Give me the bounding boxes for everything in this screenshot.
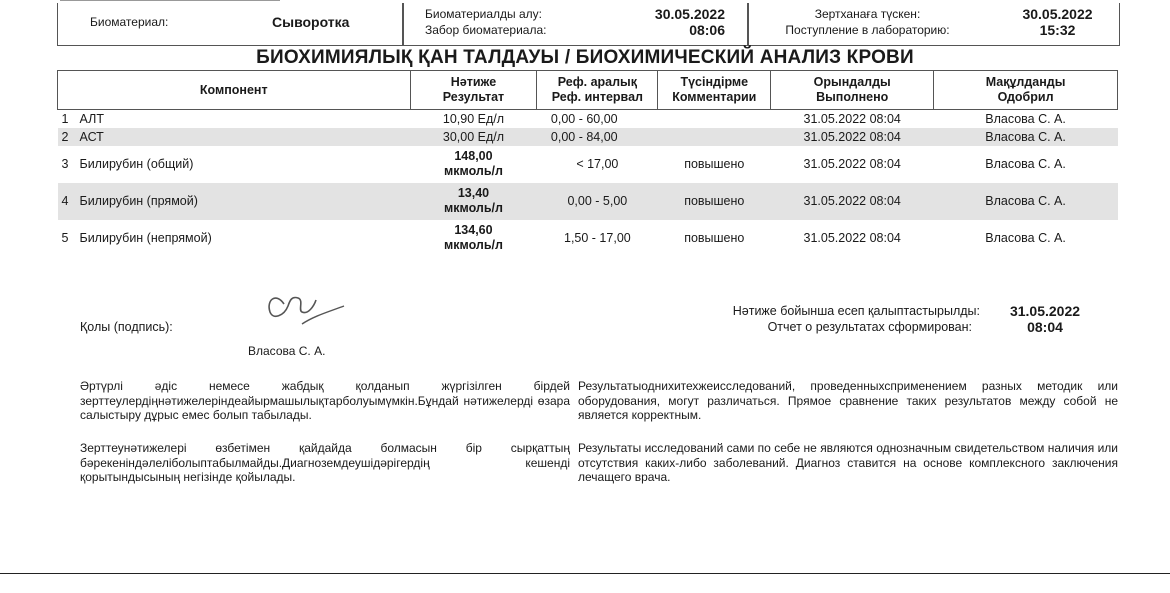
biomaterial-label: Биоматериал: xyxy=(90,15,169,29)
biomaterial-value: Сыворотка xyxy=(272,14,350,30)
col-header-approved: Мақұлданды Одобрил xyxy=(934,71,1118,110)
table-row xyxy=(58,220,1118,257)
result-cell: 13,40 мкмоль/л xyxy=(410,183,537,220)
bottom-rule xyxy=(0,573,1170,574)
table-header-row xyxy=(58,71,1118,110)
results-table xyxy=(57,70,1118,257)
signature-label: Қолы (подпись): xyxy=(80,320,173,334)
note-ru-1: Результатыоднихитехжеисследований, проведенныхсприменением разных методик или оборудования, могут различаться. Прямое сравнение таких результатов между собой не является корректным. xyxy=(578,379,1118,422)
table-row xyxy=(58,183,1118,220)
col-header-component: Компонент xyxy=(58,71,411,110)
col-header-done: Орындалды Выполнено xyxy=(771,71,934,110)
result-cell: 148,00 мкмоль/л xyxy=(443,149,503,178)
col-header-result: Нәтиже Результат xyxy=(410,71,537,110)
approved-cell: Власова С. А. xyxy=(985,157,1066,171)
reference-cell: 0,00 - 5,00 xyxy=(537,183,658,220)
reference-cell: 1,50 - 17,00 xyxy=(564,231,631,245)
collection-label-ru: Забор биоматериала: xyxy=(425,23,547,37)
reference-cell: < 17,00 xyxy=(576,157,619,171)
component-cell: 3 Билирубин (общий) xyxy=(61,157,194,171)
signature-name: Власова С. А. xyxy=(248,344,326,358)
lab-time: 15:32 xyxy=(1039,22,1076,38)
table-row xyxy=(58,146,1118,183)
report-date: 31.05.2022 xyxy=(1009,303,1081,319)
comment-cell: повышено xyxy=(658,183,771,220)
approved-cell: Власова С. А. xyxy=(985,111,1066,126)
note-kz-1: Әртүрлі әдіс немесе жабдық қолданып жүргізілген бірдей зерттеулердіңнәтижелеріндеайырмашылықтарболуымүмкін.Бұндай нәтижелерді өзара салыстыру дұрыс емес болып табылады. xyxy=(80,379,570,422)
component-cell: 1 АЛТ xyxy=(61,111,104,126)
col-header-comment: Түсіндірме Комментарии xyxy=(658,71,771,110)
approved-cell: Власова С. А. xyxy=(934,183,1118,220)
approved-cell: Власова С. А. xyxy=(985,231,1066,245)
done-cell: 31.05.2022 08:04 xyxy=(803,111,901,126)
comment-cell xyxy=(658,128,771,146)
signature-icon xyxy=(262,282,362,334)
report-time: 08:04 xyxy=(1027,319,1063,335)
report-label-ru: Отчет о результатах сформирован: xyxy=(767,320,972,334)
comment-cell xyxy=(658,110,771,128)
done-cell: 31.05.2022 08:04 xyxy=(771,183,934,220)
report-label-kz: Нәтиже бойынша есеп қалыптастырылды: xyxy=(732,304,980,318)
col-header-reference: Реф. аралық Реф. интервал xyxy=(537,71,658,110)
reference-cell: 0,00 - 84,00 xyxy=(537,128,658,146)
component-cell: 4 Билирубин (прямой) xyxy=(58,183,411,220)
done-cell: 31.05.2022 08:04 xyxy=(803,231,901,245)
table-row xyxy=(58,128,1118,146)
result-cell: 134,60 мкмоль/л xyxy=(443,223,503,252)
done-cell: 31.05.2022 08:04 xyxy=(803,157,901,171)
result-cell: 30,00 Ед/л xyxy=(410,128,537,146)
lab-label-kz: Зертханаға түскен: xyxy=(814,7,921,21)
page-title: БИОХИМИЯЛЫҚ ҚАН ТАЛДАУЫ / БИОХИМИЧЕСКИЙ АНАЛИЗ КРОВИ xyxy=(256,47,914,68)
note-kz-2: Зерттеунәтижелері өзбетімен қайдайда болмасын бір сырқаттың бәрекеніндәлеліболыптабылмайды.Диагноземдеушідәрігердің кешенді қорытындысының негізінде қойылады. xyxy=(80,441,570,484)
result-cell: 10,90 Ед/л xyxy=(442,111,505,126)
comment-cell: повышено xyxy=(684,231,745,245)
collection-date: 30.05.2022 xyxy=(654,6,725,22)
note-ru-2: Результаты исследований сами по себе не являются однозначным свидетельством наличия или отсутствия каких-либо заболеваний. Диагноз ставится на основе комплексного заключения лечащего врача. xyxy=(578,441,1118,484)
collection-label-kz: Биоматериалды алу: xyxy=(425,7,542,21)
done-cell: 31.05.2022 08:04 xyxy=(771,128,934,146)
lab-date: 30.05.2022 xyxy=(1022,6,1093,22)
comment-cell: повышено xyxy=(684,157,745,171)
collection-time: 08:06 xyxy=(689,22,725,38)
table-row xyxy=(58,110,1118,128)
component-cell: 5 Билирубин (непрямой) xyxy=(61,231,212,245)
approved-cell: Власова С. А. xyxy=(934,128,1118,146)
lab-label-ru: Поступление в лабораторию: xyxy=(785,23,950,37)
reference-cell: 0,00 - 60,00 xyxy=(550,111,618,126)
component-cell: 2 АСТ xyxy=(58,128,411,146)
